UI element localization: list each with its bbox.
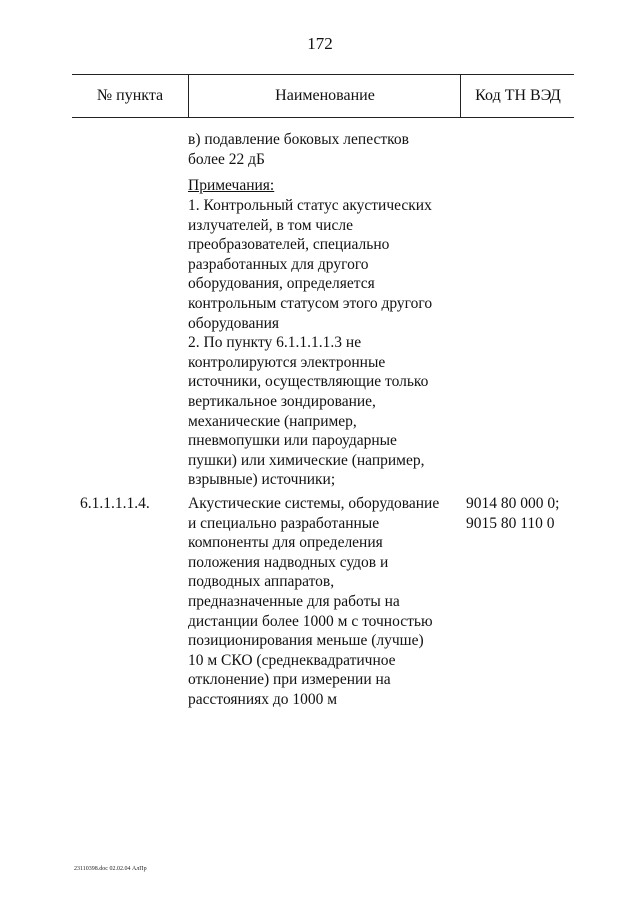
item-name: Акустические системы, оборудование и специально разработанные компоненты для определения положения надводных судов и подводных аппаратов, предназначенные для работы на дистанции более 1000 м с точностью позиционирования меньше (лучше) 10 м СКО (среднеквадратичное отклонение) при измерении на расстояниях до 1000 м [188, 495, 440, 708]
notes-heading: Примечания: [188, 177, 275, 194]
header-name: Наименование [188, 75, 461, 117]
table-header [72, 74, 574, 118]
continuation-text: в) подавление боковых лепестков более 22 дБ [188, 131, 409, 168]
page-number: 172 [307, 34, 333, 53]
item-codes: 9014 80 000 0; 9015 80 110 0 [466, 495, 560, 532]
notes-text: 1. Контрольный статус акустических излучателей, в том числе преобразователей, специально разработанных для другого оборудования, определяется контрольным статусом этого другого оборудования 2. По пункту 6.1.1.1.1.3 не контролируются электронные источники, осуществляющие только вертикальное зондирование, механические (например, пневмопушки или пароударные пушки) или химические (например, взрывные) источники; [188, 197, 433, 489]
header-tn-ved-code: Код ТН ВЭД [460, 75, 575, 117]
footer-doc-reference: 23110398.doc 02.02.04 АлПр [74, 866, 147, 872]
header-item-number: № пункта [96, 87, 164, 104]
item-number: 6.1.1.1.1.4. [80, 495, 150, 512]
